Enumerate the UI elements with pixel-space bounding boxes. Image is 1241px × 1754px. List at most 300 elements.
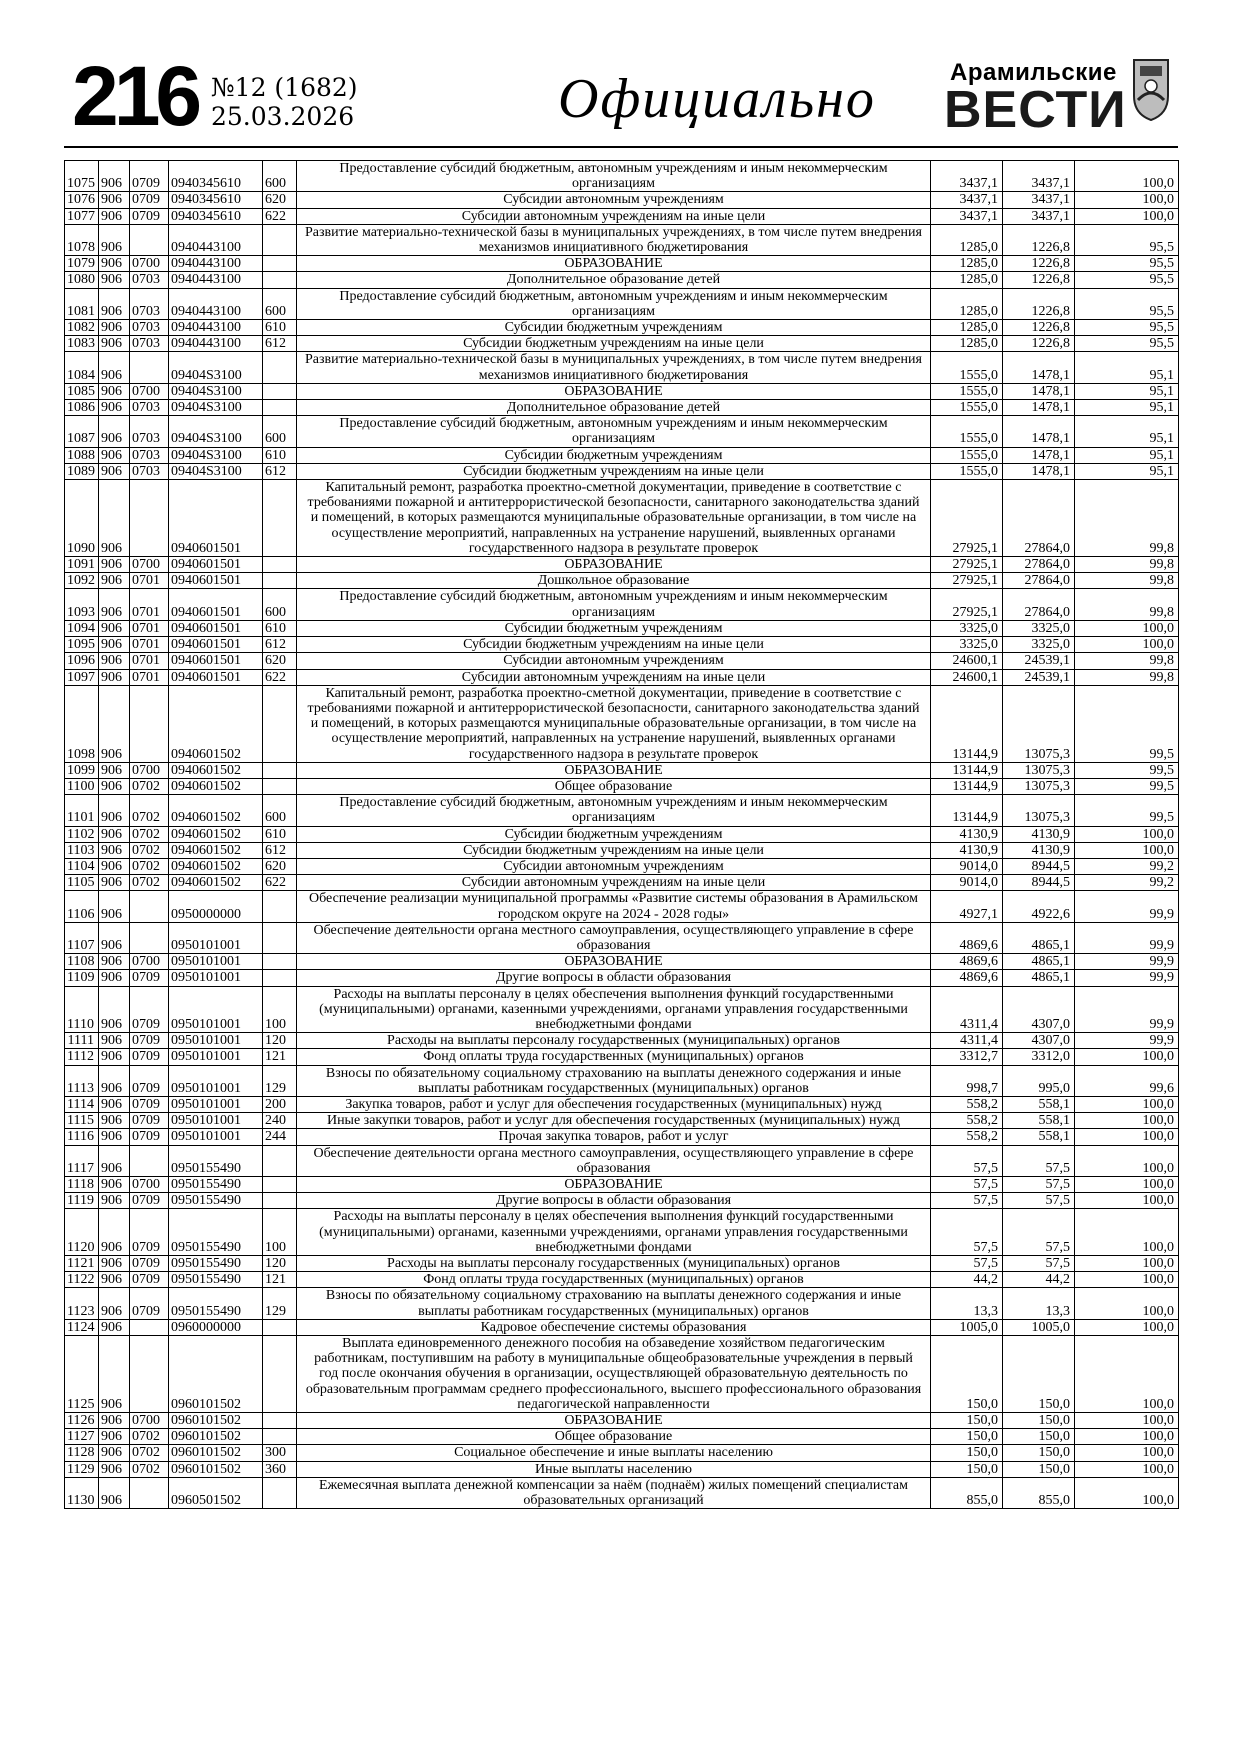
row-number: 1086 — [65, 400, 99, 416]
page-header — [64, 50, 1178, 146]
percent-value: 95,5 — [1075, 272, 1179, 288]
plan-value: 1005,0 — [931, 1319, 1003, 1335]
percent-value: 99,9 — [1075, 891, 1179, 922]
admin-code: 906 — [99, 826, 130, 842]
actual-value: 24539,1 — [1003, 669, 1075, 685]
percent-value: 100,0 — [1075, 1413, 1179, 1429]
table-row — [65, 891, 1179, 922]
target-article: 0940601501 — [169, 480, 263, 557]
percent-value: 100,0 — [1075, 1477, 1179, 1508]
target-article: 09404S3100 — [169, 400, 263, 416]
percent-value: 100,0 — [1075, 1177, 1179, 1193]
actual-value: 3325,0 — [1003, 637, 1075, 653]
target-article: 0960101502 — [169, 1461, 263, 1477]
actual-value: 1226,8 — [1003, 288, 1075, 319]
percent-value: 95,5 — [1075, 256, 1179, 272]
description: Предоставление субсидий бюджетным, автономным учреждениям и иным некоммерческим организациям — [297, 416, 931, 447]
section-code: 0709 — [130, 1209, 169, 1256]
row-number: 1091 — [65, 557, 99, 573]
target-article: 0940601502 — [169, 858, 263, 874]
plan-value: 1285,0 — [931, 256, 1003, 272]
actual-value: 4130,9 — [1003, 826, 1075, 842]
target-article: 0950155490 — [169, 1177, 263, 1193]
table-row — [65, 842, 1179, 858]
plan-value: 558,2 — [931, 1113, 1003, 1129]
description: ОБРАЗОВАНИЕ — [297, 557, 931, 573]
admin-code: 906 — [99, 762, 130, 778]
target-article: 0940443100 — [169, 336, 263, 352]
admin-code: 906 — [99, 1209, 130, 1256]
row-number: 1114 — [65, 1096, 99, 1112]
percent-value: 95,1 — [1075, 383, 1179, 399]
section-code — [130, 1336, 169, 1413]
logo-line2: ВЕСТИ — [944, 81, 1127, 139]
description: Расходы на выплаты персоналу в целях обеспечения выполнения функций государственными (муниципальными) органами, казенными учреждениями, органами управления государственными внебюджетными фондами — [297, 986, 931, 1033]
row-number: 1110 — [65, 986, 99, 1033]
percent-value: 100,0 — [1075, 1209, 1179, 1256]
percent-value: 99,8 — [1075, 557, 1179, 573]
section-code — [130, 480, 169, 557]
admin-code: 906 — [99, 1272, 130, 1288]
target-article: 09404S3100 — [169, 416, 263, 447]
section-code: 0709 — [130, 1256, 169, 1272]
table-row — [65, 1096, 1179, 1112]
admin-code: 906 — [99, 842, 130, 858]
target-article: 0960101502 — [169, 1429, 263, 1445]
description: Расходы на выплаты персоналу государственных (муниципальных) органов — [297, 1033, 931, 1049]
target-article: 0940601502 — [169, 795, 263, 826]
percent-value: 100,0 — [1075, 826, 1179, 842]
section-code: 0703 — [130, 288, 169, 319]
expense-type: 240 — [263, 1113, 297, 1129]
target-article: 0950155490 — [169, 1288, 263, 1319]
plan-value: 13144,9 — [931, 778, 1003, 794]
row-number: 1076 — [65, 192, 99, 208]
actual-value: 1478,1 — [1003, 352, 1075, 383]
description: ОБРАЗОВАНИЕ — [297, 762, 931, 778]
target-article: 0950101001 — [169, 970, 263, 986]
description: Ежемесячная выплата денежной компенсации за наём (поднаём) жилых помещений специалистам образовательных организаций — [297, 1477, 931, 1508]
plan-value: 57,5 — [931, 1177, 1003, 1193]
table-row — [65, 1336, 1179, 1413]
actual-value: 3437,1 — [1003, 192, 1075, 208]
target-article: 0950155490 — [169, 1209, 263, 1256]
description: Взносы по обязательному социальному страхованию на выплаты денежного содержания и иные выплаты работникам государственных (муниципальных) органов — [297, 1065, 931, 1096]
percent-value: 99,5 — [1075, 778, 1179, 794]
table-row — [65, 1177, 1179, 1193]
page-number: 216 — [72, 49, 198, 143]
target-article: 09404S3100 — [169, 352, 263, 383]
section-code: 0700 — [130, 256, 169, 272]
description: Субсидии автономным учреждениям — [297, 858, 931, 874]
actual-value: 57,5 — [1003, 1209, 1075, 1256]
table-row — [65, 400, 1179, 416]
actual-value: 13075,3 — [1003, 795, 1075, 826]
table-row — [65, 762, 1179, 778]
plan-value: 57,5 — [931, 1145, 1003, 1176]
percent-value: 99,2 — [1075, 875, 1179, 891]
row-number: 1128 — [65, 1445, 99, 1461]
row-number: 1096 — [65, 653, 99, 669]
actual-value: 1226,8 — [1003, 256, 1075, 272]
admin-code: 906 — [99, 336, 130, 352]
description: Кадровое обеспечение системы образования — [297, 1319, 931, 1335]
target-article: 0940345610 — [169, 208, 263, 224]
expense-type: 129 — [263, 1288, 297, 1319]
expense-type: 200 — [263, 1096, 297, 1112]
row-number: 1125 — [65, 1336, 99, 1413]
expense-type: 620 — [263, 858, 297, 874]
target-article: 0940601501 — [169, 620, 263, 636]
admin-code: 906 — [99, 1336, 130, 1413]
section-code: 0701 — [130, 620, 169, 636]
description: Социальное обеспечение и иные выплаты населению — [297, 1445, 931, 1461]
expense-type: 622 — [263, 875, 297, 891]
section-code: 0701 — [130, 589, 169, 620]
admin-code: 906 — [99, 1113, 130, 1129]
expense-type: 600 — [263, 288, 297, 319]
actual-value: 57,5 — [1003, 1177, 1075, 1193]
admin-code: 906 — [99, 1033, 130, 1049]
table-row — [65, 653, 1179, 669]
expense-type: 360 — [263, 1461, 297, 1477]
target-article: 09404S3100 — [169, 463, 263, 479]
section-code: 0709 — [130, 1272, 169, 1288]
section-code: 0709 — [130, 192, 169, 208]
target-article: 0950000000 — [169, 891, 263, 922]
table-row — [65, 447, 1179, 463]
percent-value: 95,5 — [1075, 320, 1179, 336]
description: Субсидии бюджетным учреждениям на иные цели — [297, 637, 931, 653]
percent-value: 100,0 — [1075, 1272, 1179, 1288]
row-number: 1083 — [65, 336, 99, 352]
header-rule — [64, 146, 1178, 148]
expense-type: 612 — [263, 637, 297, 653]
percent-value: 95,5 — [1075, 288, 1179, 319]
row-number: 1077 — [65, 208, 99, 224]
actual-value: 150,0 — [1003, 1445, 1075, 1461]
row-number: 1100 — [65, 778, 99, 794]
admin-code: 906 — [99, 1177, 130, 1193]
actual-value: 44,2 — [1003, 1272, 1075, 1288]
description: Расходы на выплаты персоналу государственных (муниципальных) органов — [297, 1256, 931, 1272]
actual-value: 4865,1 — [1003, 922, 1075, 953]
admin-code: 906 — [99, 954, 130, 970]
actual-value: 1226,8 — [1003, 336, 1075, 352]
expense-type: 622 — [263, 208, 297, 224]
plan-value: 44,2 — [931, 1272, 1003, 1288]
table-row — [65, 224, 1179, 255]
percent-value: 99,9 — [1075, 986, 1179, 1033]
actual-value: 13,3 — [1003, 1288, 1075, 1319]
expense-type: 600 — [263, 795, 297, 826]
actual-value: 558,1 — [1003, 1096, 1075, 1112]
admin-code: 906 — [99, 1049, 130, 1065]
description: Другие вопросы в области образования — [297, 1193, 931, 1209]
section-code: 0700 — [130, 557, 169, 573]
admin-code: 906 — [99, 1288, 130, 1319]
row-number: 1097 — [65, 669, 99, 685]
percent-value: 99,9 — [1075, 970, 1179, 986]
admin-code: 906 — [99, 620, 130, 636]
table-row — [65, 589, 1179, 620]
table-row — [65, 1113, 1179, 1129]
admin-code: 906 — [99, 669, 130, 685]
target-article: 0940601502 — [169, 842, 263, 858]
admin-code: 906 — [99, 161, 130, 192]
admin-code: 906 — [99, 1145, 130, 1176]
plan-value: 4130,9 — [931, 826, 1003, 842]
row-number: 1078 — [65, 224, 99, 255]
admin-code: 906 — [99, 858, 130, 874]
row-number: 1117 — [65, 1145, 99, 1176]
table-row — [65, 1256, 1179, 1272]
percent-value: 100,0 — [1075, 1429, 1179, 1445]
expense-type — [263, 1319, 297, 1335]
expense-type: 600 — [263, 416, 297, 447]
expense-type — [263, 1336, 297, 1413]
percent-value: 99,9 — [1075, 954, 1179, 970]
table-row — [65, 620, 1179, 636]
expense-type — [263, 1477, 297, 1508]
expense-type — [263, 557, 297, 573]
percent-value: 95,1 — [1075, 352, 1179, 383]
expense-type: 610 — [263, 447, 297, 463]
expense-type: 612 — [263, 336, 297, 352]
row-number: 1124 — [65, 1319, 99, 1335]
table-row — [65, 1209, 1179, 1256]
actual-value: 57,5 — [1003, 1145, 1075, 1176]
percent-value: 100,0 — [1075, 1461, 1179, 1477]
description: Обеспечение деятельности органа местного самоуправления, осуществляющего управление в сфере образования — [297, 922, 931, 953]
row-number: 1079 — [65, 256, 99, 272]
table-row — [65, 986, 1179, 1033]
admin-code: 906 — [99, 557, 130, 573]
actual-value: 24539,1 — [1003, 653, 1075, 669]
description: Дополнительное образование детей — [297, 272, 931, 288]
row-number: 1129 — [65, 1461, 99, 1477]
row-number: 1080 — [65, 272, 99, 288]
table-row — [65, 795, 1179, 826]
expense-type: 612 — [263, 463, 297, 479]
section-code: 0709 — [130, 1129, 169, 1145]
description: Субсидии бюджетным учреждениям на иные цели — [297, 336, 931, 352]
percent-value: 95,5 — [1075, 224, 1179, 255]
percent-value: 99,5 — [1075, 795, 1179, 826]
expense-type — [263, 685, 297, 762]
section-code — [130, 352, 169, 383]
table-row — [65, 1429, 1179, 1445]
percent-value: 100,0 — [1075, 1049, 1179, 1065]
actual-value: 995,0 — [1003, 1065, 1075, 1096]
plan-value: 24600,1 — [931, 669, 1003, 685]
target-article: 0940601502 — [169, 875, 263, 891]
row-number: 1111 — [65, 1033, 99, 1049]
target-article: 0940601501 — [169, 573, 263, 589]
plan-value: 150,0 — [931, 1429, 1003, 1445]
percent-value: 99,5 — [1075, 762, 1179, 778]
row-number: 1126 — [65, 1413, 99, 1429]
expense-type — [263, 272, 297, 288]
section-code: 0702 — [130, 1445, 169, 1461]
table-row — [65, 922, 1179, 953]
plan-value: 4869,6 — [931, 922, 1003, 953]
description: Субсидии автономным учреждениям — [297, 192, 931, 208]
expense-type: 121 — [263, 1272, 297, 1288]
admin-code: 906 — [99, 1477, 130, 1508]
target-article: 0950101001 — [169, 954, 263, 970]
plan-value: 4869,6 — [931, 954, 1003, 970]
section-code: 0700 — [130, 762, 169, 778]
section-code: 0702 — [130, 795, 169, 826]
table-row — [65, 685, 1179, 762]
description: Развитие материально-технической базы в муниципальных учреждениях, в том числе путем внедрения механизмов инициативного бюджетирования — [297, 352, 931, 383]
description: Субсидии бюджетным учреждениям — [297, 447, 931, 463]
row-number: 1085 — [65, 383, 99, 399]
admin-code: 906 — [99, 416, 130, 447]
table-row — [65, 826, 1179, 842]
admin-code: 906 — [99, 1256, 130, 1272]
admin-code: 906 — [99, 192, 130, 208]
section-code: 0700 — [130, 383, 169, 399]
expense-type: 622 — [263, 669, 297, 685]
target-article: 0960101502 — [169, 1413, 263, 1429]
actual-value: 3437,1 — [1003, 161, 1075, 192]
table-row — [65, 320, 1179, 336]
percent-value: 100,0 — [1075, 1113, 1179, 1129]
expense-type: 120 — [263, 1256, 297, 1272]
percent-value: 95,1 — [1075, 463, 1179, 479]
description: Иные закупки товаров, работ и услуг для обеспечения государственных (муниципальных) нужд — [297, 1113, 931, 1129]
row-number: 1109 — [65, 970, 99, 986]
admin-code: 906 — [99, 400, 130, 416]
row-number: 1127 — [65, 1429, 99, 1445]
plan-value: 4869,6 — [931, 970, 1003, 986]
percent-value: 99,2 — [1075, 858, 1179, 874]
description: Общее образование — [297, 778, 931, 794]
actual-value: 4307,0 — [1003, 986, 1075, 1033]
description: ОБРАЗОВАНИЕ — [297, 383, 931, 399]
description: Субсидии бюджетным учреждениям — [297, 620, 931, 636]
percent-value: 99,8 — [1075, 669, 1179, 685]
admin-code: 906 — [99, 891, 130, 922]
row-number: 1122 — [65, 1272, 99, 1288]
plan-value: 1555,0 — [931, 383, 1003, 399]
section-code: 0701 — [130, 637, 169, 653]
plan-value: 13144,9 — [931, 762, 1003, 778]
actual-value: 13075,3 — [1003, 685, 1075, 762]
target-article: 0940443100 — [169, 320, 263, 336]
table-row — [65, 573, 1179, 589]
actual-value: 1478,1 — [1003, 416, 1075, 447]
target-article: 0950155490 — [169, 1272, 263, 1288]
target-article: 0950101001 — [169, 1065, 263, 1096]
percent-value: 100,0 — [1075, 1129, 1179, 1145]
target-article: 0960501502 — [169, 1477, 263, 1508]
admin-code: 906 — [99, 1413, 130, 1429]
admin-code: 906 — [99, 986, 130, 1033]
description: Развитие материально-технической базы в муниципальных учреждениях, в том числе путем внедрения механизмов инициативного бюджетирования — [297, 224, 931, 255]
percent-value: 100,0 — [1075, 1256, 1179, 1272]
actual-value: 1226,8 — [1003, 320, 1075, 336]
target-article: 0940443100 — [169, 288, 263, 319]
percent-value: 100,0 — [1075, 1445, 1179, 1461]
actual-value: 1226,8 — [1003, 224, 1075, 255]
row-number: 1119 — [65, 1193, 99, 1209]
expense-type: 129 — [263, 1065, 297, 1096]
table-row — [65, 256, 1179, 272]
row-number: 1101 — [65, 795, 99, 826]
description: Взносы по обязательному социальному страхованию на выплаты денежного содержания и иные выплаты работникам государственных (муниципальных) органов — [297, 1288, 931, 1319]
section-code: 0702 — [130, 1461, 169, 1477]
expense-type: 612 — [263, 842, 297, 858]
percent-value: 99,6 — [1075, 1065, 1179, 1096]
actual-value: 3437,1 — [1003, 208, 1075, 224]
percent-value: 100,0 — [1075, 1096, 1179, 1112]
row-number: 1112 — [65, 1049, 99, 1065]
section-code: 0701 — [130, 653, 169, 669]
table-row — [65, 637, 1179, 653]
plan-value: 1285,0 — [931, 224, 1003, 255]
percent-value: 95,1 — [1075, 416, 1179, 447]
row-number: 1102 — [65, 826, 99, 842]
admin-code: 906 — [99, 352, 130, 383]
actual-value: 57,5 — [1003, 1256, 1075, 1272]
expense-type — [263, 352, 297, 383]
actual-value: 1226,8 — [1003, 272, 1075, 288]
admin-code: 906 — [99, 1461, 130, 1477]
section-code: 0700 — [130, 1177, 169, 1193]
expense-type: 620 — [263, 192, 297, 208]
admin-code: 906 — [99, 208, 130, 224]
target-article: 0940601501 — [169, 637, 263, 653]
target-article: 0940601502 — [169, 762, 263, 778]
target-article: 0940345610 — [169, 192, 263, 208]
section-code: 0703 — [130, 416, 169, 447]
row-number: 1123 — [65, 1288, 99, 1319]
percent-value: 95,1 — [1075, 447, 1179, 463]
section-code: 0709 — [130, 986, 169, 1033]
percent-value: 100,0 — [1075, 1319, 1179, 1335]
plan-value: 1285,0 — [931, 336, 1003, 352]
row-number: 1115 — [65, 1113, 99, 1129]
section-code — [130, 1477, 169, 1508]
table-row — [65, 875, 1179, 891]
section-code: 0709 — [130, 161, 169, 192]
percent-value: 99,8 — [1075, 480, 1179, 557]
plan-value: 1555,0 — [931, 352, 1003, 383]
expense-type — [263, 891, 297, 922]
table-row — [65, 480, 1179, 557]
description: Капитальный ремонт, разработка проектно-сметной документации, приведение в соответствие с требованиями пожарной и антитеррористической безопасности, санитарного законодательства зданий и помещений, в которых размещаются муниципальные образовательные организации, в том числе на осуществление мероприятий, направленных на устранение нарушений, выявленных органами государственного надзора в результате проверок — [297, 480, 931, 557]
section-code: 0709 — [130, 1033, 169, 1049]
table-row — [65, 954, 1179, 970]
expense-type — [263, 224, 297, 255]
section-code: 0703 — [130, 272, 169, 288]
plan-value: 27925,1 — [931, 589, 1003, 620]
plan-value: 150,0 — [931, 1461, 1003, 1477]
target-article: 0940601501 — [169, 557, 263, 573]
budget-table — [64, 160, 1179, 1509]
plan-value: 1285,0 — [931, 272, 1003, 288]
plan-value: 1555,0 — [931, 447, 1003, 463]
table-row — [65, 352, 1179, 383]
actual-value: 8944,5 — [1003, 858, 1075, 874]
actual-value: 27864,0 — [1003, 480, 1075, 557]
section-code: 0703 — [130, 400, 169, 416]
description: Расходы на выплаты персоналу в целях обеспечения выполнения функций государственными (муниципальными) органами, казенными учреждениями, органами управления государственными внебюджетными фондами — [297, 1209, 931, 1256]
actual-value: 13075,3 — [1003, 778, 1075, 794]
